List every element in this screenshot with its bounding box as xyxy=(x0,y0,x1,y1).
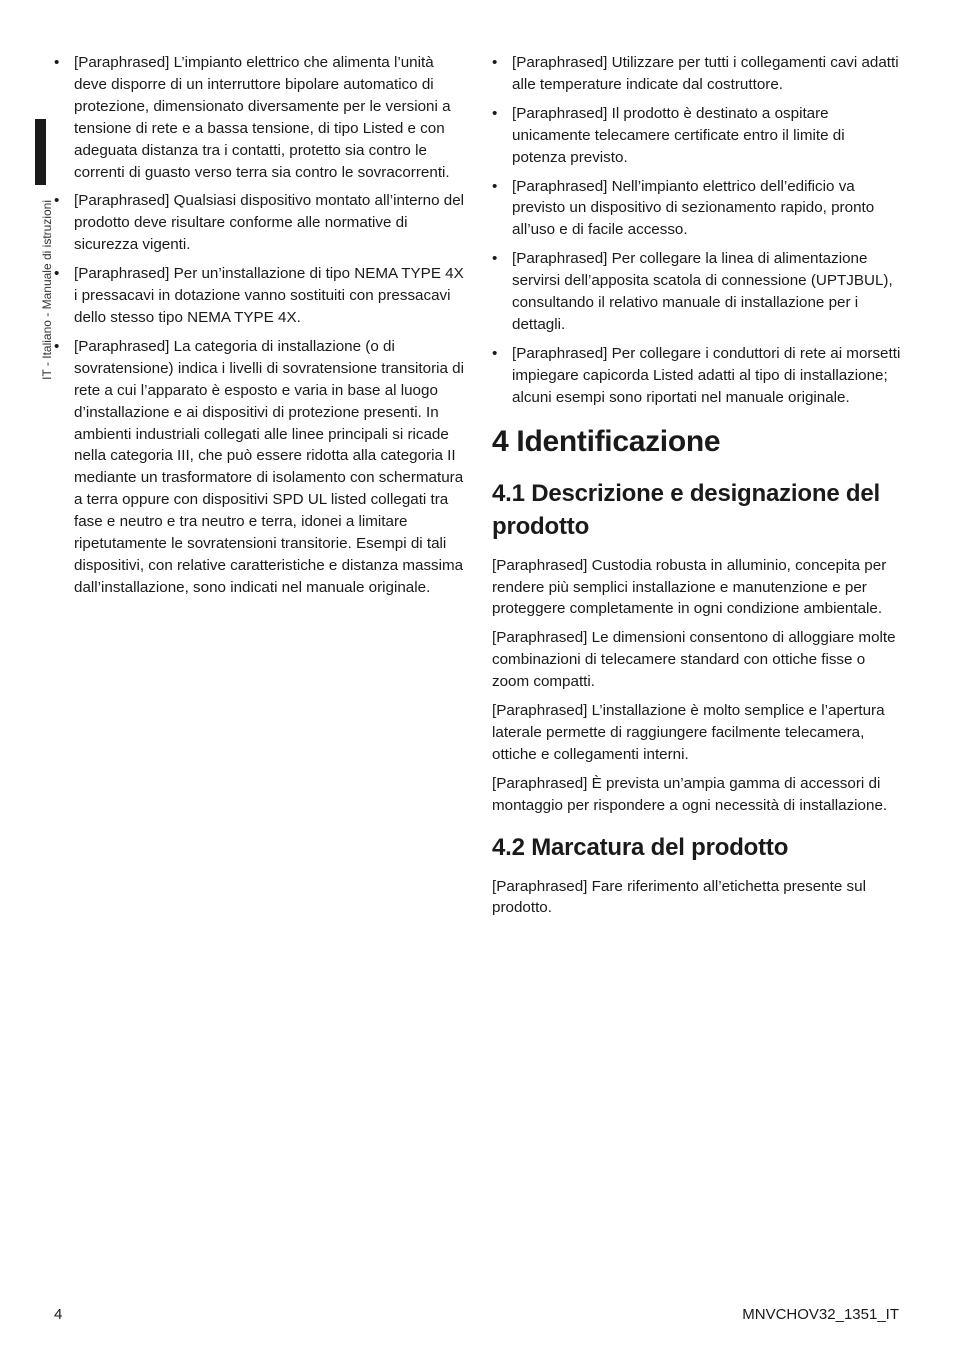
right-column xyxy=(492,52,902,926)
subsection-heading-description: 4.1 Descrizione e designazione del prodotto xyxy=(492,479,881,540)
list-item: • [Paraphrased] L’impianto elettrico che alimenta l’unità deve disporre di un interruttore bipolare automatico di protezione, dimensionato diversamente per le versioni a tensione di rete e a bassa tensione, di tipo Listed e con adeguata distanza tra i contatti, protetto sia contro le correnti di guasto verso terra sia contro le sovracorrenti. xyxy=(54,52,466,183)
section-heading-identification: 4 Identificazione xyxy=(492,424,721,458)
page-number: 4 xyxy=(54,1306,63,1323)
paragraph: [Paraphrased] Fare riferimento all’etichetta presente sul prodotto. xyxy=(492,877,866,917)
side-language-label: IT - Italiano - Manuale di istruzioni xyxy=(40,200,54,380)
subsection-heading-marking: 4.2 Marcatura del prodotto xyxy=(492,833,789,861)
left-bullet-list xyxy=(54,52,466,599)
list-item: • [Paraphrased] Qualsiasi dispositivo montato all’interno del prodotto deve risultare conforme alle normative di sicurezza vigenti. xyxy=(54,190,466,256)
paragraph: [Paraphrased] Le dimensioni consentono di alloggiare molte combinazioni di telecamere standard con ottiche fisse o zoom compatti. xyxy=(492,629,896,691)
list-item: • [Paraphrased] Per un’installazione di tipo NEMA TYPE 4X i pressacavi in dotazione vanno sostituiti con pressacavi dello stesso tipo NEMA TYPE 4X. xyxy=(54,263,466,329)
list-item: • [Paraphrased] Utilizzare per tutti i collegamenti cavi adatti alle temperature indicate dal costruttore. xyxy=(492,52,902,96)
list-item: • [Paraphrased] Il prodotto è destinato a ospitare unicamente telecamere certificate entro il limite di potenza previsto. xyxy=(492,103,902,169)
right-bullet-list xyxy=(492,52,902,409)
paragraph: [Paraphrased] Custodia robusta in alluminio, concepita per rendere più semplici installazione e manutenzione e per proteggere completamente in ogni condizione ambientale. xyxy=(492,556,887,618)
document-code: MNVCHOV32_1351_IT xyxy=(742,1306,899,1323)
paragraph: [Paraphrased] È prevista un’ampia gamma di accessori di montaggio per rispondere a ogni necessità di installazione. xyxy=(492,774,888,814)
list-item: • [Paraphrased] Per collegare i conduttori di rete ai morsetti impiegare capicorda Listed adatti al tipo di installazione; alcuni esempi sono riportati nel manuale originale. xyxy=(492,343,902,409)
list-item: • [Paraphrased] La categoria di installazione (o di sovratensione) indica i livelli di sovratensione transitoria di rete a cui l’apparato è esposto e varia in base al luogo d’installazione e ai dispositivi di protezione presenti. In ambienti industriali collegati alle linee principali si ricade nella categoria III, che può essere ridotta alla categoria II mediante un trasformatore di isolamento con schermatura a terra oppure con dispositivi SPD UL listed collegati tra fase e neutro e tra neutro e terra, idonei a limitare ripetutamente le sovratensioni transitorie. Esempi di tali dispositivi, con relative caratteristiche e distanza massima dall’installazione, sono indicati nel manuale originale. xyxy=(54,336,466,599)
list-item: • [Paraphrased] Nell’impianto elettrico dell’edificio va previsto un dispositivo di sezionamento rapido, pronto all’uso e di facile accesso. xyxy=(492,176,902,242)
left-column xyxy=(54,52,466,606)
paragraph: [Paraphrased] L’installazione è molto semplice e l’apertura laterale permette di raggiungere facilmente telecamera, ottiche e collegamenti interni. xyxy=(492,702,885,763)
section-marker-bar xyxy=(35,119,46,185)
list-item: • [Paraphrased] Per collegare la linea di alimentazione servirsi dell’apposita scatola di connessione (UPTJBUL), consultando il relativo manuale di installazione per i dettagli. xyxy=(492,248,902,336)
